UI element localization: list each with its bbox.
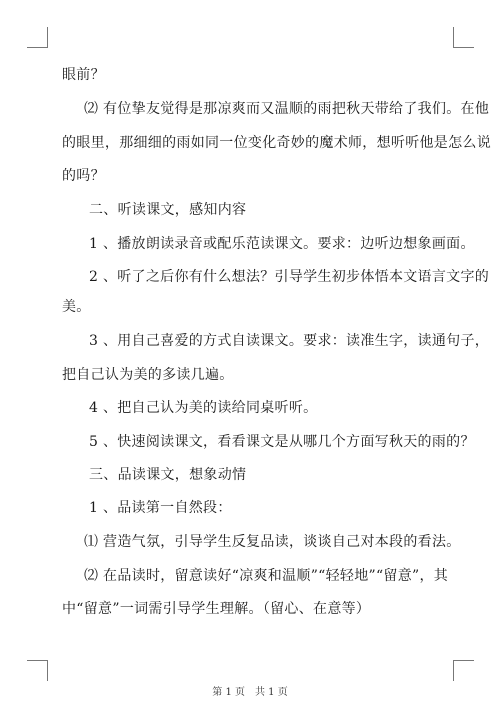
text-line: 1 、品读第一自然段： [89,500,232,516]
text-line: 1 、播放朗读录音或配乐范读课文。要求：边听边想象画面。 [89,236,475,252]
section-heading: 三、品读课文，想象动情 [89,467,247,483]
text-line: 5 、快速阅读课文，看看课文是从哪几个方面写秋天的雨的？ [89,434,475,450]
text-line: 中“留意”一词需引导学生理解。（留心、在意等） [62,601,371,617]
text-line: ⑵ 在品读时，留意读好“凉爽和温顺”“轻轻地”“留意”，其 [84,568,449,584]
text-line: 把自己认为美的多读几遍。 [62,367,234,383]
crop-mark-top-right [453,27,474,48]
text-line: 4 、把自己认为美的读给同桌听听。 [89,400,318,416]
page-footer: 第 1 页 共 1 页 [212,687,288,698]
text-line: 眼前？ [62,67,105,83]
section-heading: 二、听读课文，感知内容 [89,202,247,218]
text-line: ⑴ 营造气氛，引导学生反复品读，谈谈自己对本段的看法。 [84,534,461,550]
text-line: ⑵ 有位挚友觉得是那凉爽而又温顺的雨把秋天带给了我们。在他 [84,101,490,117]
crop-mark-bottom-left [27,660,48,681]
text-line: 2 、听了之后你有什么想法？引导学生初步体悟本文语言文字的 [89,269,490,285]
text-line: 的吗？ [62,168,105,184]
text-line: 的眼里，那细细的雨如同一位变化奇妙的魔术师，想听听他是怎么说 [62,135,491,151]
crop-mark-bottom-right [453,660,474,681]
text-line: 美。 [62,299,91,315]
text-line: 3 、用自己喜爱的方式自读课文。要求：读准生字，读通句子， [89,333,490,349]
crop-mark-top-left [27,27,48,48]
